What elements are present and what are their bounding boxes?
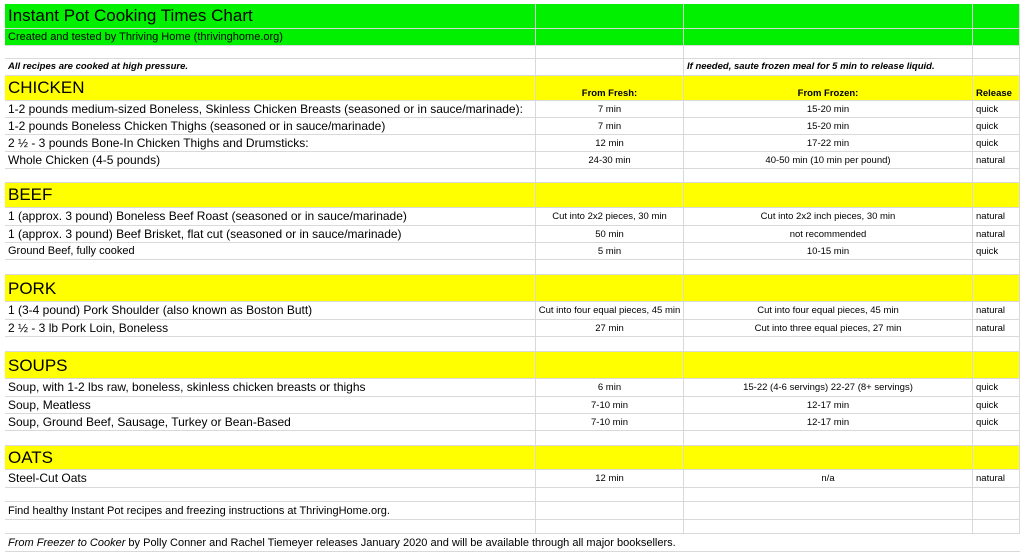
section-title-chicken[interactable]: CHICKEN [5, 76, 536, 101]
section-header-beef [0, 183, 1024, 208]
book-release-text: by Polly Conner and Rachel Tiemeyer releases January 2020 and will be available through all major booksellers. [125, 537, 676, 549]
item-cell[interactable]: 2 ½ - 3 lb Pork Loin, Boneless [5, 320, 536, 337]
header-release[interactable]: Release [973, 76, 1020, 101]
header-from-frozen[interactable]: From Frozen: [684, 76, 973, 101]
chart-title[interactable]: Instant Pot Cooking Times Chart [5, 4, 536, 29]
subtitle-row [0, 29, 1024, 46]
item-cell[interactable]: 1 (approx. 3 pound) Boneless Beef Roast (seasoned or in sauce/marinade) [5, 208, 536, 226]
release-cell[interactable]: natural [973, 226, 1020, 243]
frozen-time-cell[interactable]: n/a [684, 470, 973, 488]
footer-row [0, 502, 1024, 520]
frozen-time-cell[interactable]: 12-17 min [684, 397, 973, 414]
release-cell[interactable]: quick [973, 118, 1020, 135]
fresh-time-cell[interactable]: 12 min [536, 135, 684, 152]
frozen-time-cell[interactable]: Cut into 2x2 inch pieces, 30 min [684, 208, 973, 226]
frozen-time-cell[interactable]: 15-20 min [684, 101, 973, 118]
spacer-row [0, 520, 1024, 534]
fresh-time-cell[interactable]: Cut into four equal pieces, 45 min [536, 302, 684, 320]
spacer-row [0, 431, 1024, 446]
section-title-beef[interactable]: BEEF [5, 183, 536, 208]
table-row [0, 101, 1024, 118]
frozen-time-cell[interactable]: 10-15 min [684, 243, 973, 260]
release-cell[interactable]: quick [973, 414, 1020, 431]
empty-cell[interactable] [973, 29, 1020, 46]
section-header-oats [0, 446, 1024, 470]
frozen-time-cell[interactable]: 15-22 (4-6 servings) 22-27 (8+ servings) [684, 379, 973, 397]
fresh-time-cell[interactable]: 50 min [536, 226, 684, 243]
release-cell[interactable]: quick [973, 243, 1020, 260]
release-cell[interactable]: natural [973, 320, 1020, 337]
item-cell[interactable]: 1 (approx. 3 pound) Beef Brisket, flat cut (seasoned or in sauce/marinade) [5, 226, 536, 243]
saute-note[interactable]: If needed, saute frozen meal for 5 min to release liquid. [684, 59, 973, 76]
item-cell[interactable]: Soup, Ground Beef, Sausage, Turkey or Bean-Based [5, 414, 536, 431]
item-cell[interactable]: 2 ½ - 3 pounds Bone-In Chicken Thighs and Drumsticks: [5, 135, 536, 152]
table-row [0, 397, 1024, 414]
table-row [0, 470, 1024, 488]
release-cell[interactable]: quick [973, 379, 1020, 397]
section-title-soups[interactable]: SOUPS [5, 352, 536, 379]
frozen-time-cell[interactable]: 15-20 min [684, 118, 973, 135]
release-cell[interactable]: natural [973, 470, 1020, 488]
footer-row [0, 534, 1024, 552]
footer-book-text[interactable] [5, 534, 1020, 552]
fresh-time-cell[interactable]: 27 min [536, 320, 684, 337]
item-cell[interactable]: Ground Beef, fully cooked [5, 243, 536, 260]
frozen-time-cell[interactable]: 12-17 min [684, 414, 973, 431]
release-cell[interactable]: quick [973, 135, 1020, 152]
item-cell[interactable]: Whole Chicken (4-5 pounds) [5, 152, 536, 169]
release-cell[interactable]: natural [973, 302, 1020, 320]
notes-row [0, 59, 1024, 76]
item-cell[interactable]: 1-2 pounds Boneless Chicken Thighs (seasoned or in sauce/marinade) [5, 118, 536, 135]
item-cell[interactable]: Soup, Meatless [5, 397, 536, 414]
spacer-row [0, 169, 1024, 183]
fresh-time-cell[interactable]: 7 min [536, 118, 684, 135]
pressure-note[interactable]: All recipes are cooked at high pressure. [5, 59, 536, 76]
fresh-time-cell[interactable]: 7-10 min [536, 414, 684, 431]
title-row [0, 4, 1024, 29]
empty-cell[interactable] [684, 4, 973, 29]
fresh-time-cell[interactable]: 6 min [536, 379, 684, 397]
spacer-row [0, 46, 1024, 59]
table-row [0, 302, 1024, 320]
release-cell[interactable]: quick [973, 397, 1020, 414]
table-row [0, 243, 1024, 260]
fresh-time-cell[interactable]: 7 min [536, 101, 684, 118]
header-from-fresh[interactable]: From Fresh: [536, 76, 684, 101]
empty-cell[interactable] [536, 29, 684, 46]
frozen-time-cell[interactable]: 17-22 min [684, 135, 973, 152]
item-cell[interactable]: Steel-Cut Oats [5, 470, 536, 488]
spacer-row [0, 337, 1024, 352]
section-header-chicken [0, 76, 1024, 101]
fresh-time-cell[interactable]: 5 min [536, 243, 684, 260]
table-row [0, 152, 1024, 169]
table-row [0, 226, 1024, 243]
table-row [0, 118, 1024, 135]
empty-cell[interactable] [536, 4, 684, 29]
section-header-soups [0, 352, 1024, 379]
frozen-time-cell[interactable]: not recommended [684, 226, 973, 243]
frozen-time-cell[interactable]: Cut into four equal pieces, 45 min [684, 302, 973, 320]
frozen-time-cell[interactable]: 40-50 min (10 min per pound) [684, 152, 973, 169]
section-header-pork [0, 275, 1024, 302]
fresh-time-cell[interactable]: 7-10 min [536, 397, 684, 414]
release-cell[interactable]: natural [973, 208, 1020, 226]
release-cell[interactable]: quick [973, 101, 1020, 118]
fresh-time-cell[interactable]: 12 min [536, 470, 684, 488]
empty-cell[interactable] [684, 29, 973, 46]
fresh-time-cell[interactable]: 24-30 min [536, 152, 684, 169]
table-row [0, 208, 1024, 226]
spacer-row [0, 260, 1024, 275]
table-row [0, 320, 1024, 337]
chart-subtitle[interactable]: Created and tested by Thriving Home (thrivinghome.org) [5, 29, 536, 46]
item-cell[interactable]: 1-2 pounds medium-sized Boneless, Skinless Chicken Breasts (seasoned or in sauce/marinade): [5, 101, 536, 118]
table-row [0, 135, 1024, 152]
frozen-time-cell[interactable]: Cut into three equal pieces, 27 min [684, 320, 973, 337]
item-cell[interactable]: Soup, with 1-2 lbs raw, boneless, skinless chicken breasts or thighs [5, 379, 536, 397]
item-cell[interactable]: 1 (3-4 pound) Pork Shoulder (also known as Boston Butt) [5, 302, 536, 320]
section-title-pork[interactable]: PORK [5, 275, 536, 302]
footer-find-text[interactable]: Find healthy Instant Pot recipes and freezing instructions at ThrivingHome.org. [5, 502, 536, 520]
spacer-row [0, 488, 1024, 502]
release-cell[interactable]: natural [973, 152, 1020, 169]
table-row [0, 379, 1024, 397]
fresh-time-cell[interactable]: Cut into 2x2 pieces, 30 min [536, 208, 684, 226]
book-title: From Freezer to Cooker [8, 537, 126, 549]
section-title-oats[interactable]: OATS [5, 446, 536, 470]
empty-cell[interactable] [973, 4, 1020, 29]
table-row [0, 414, 1024, 431]
